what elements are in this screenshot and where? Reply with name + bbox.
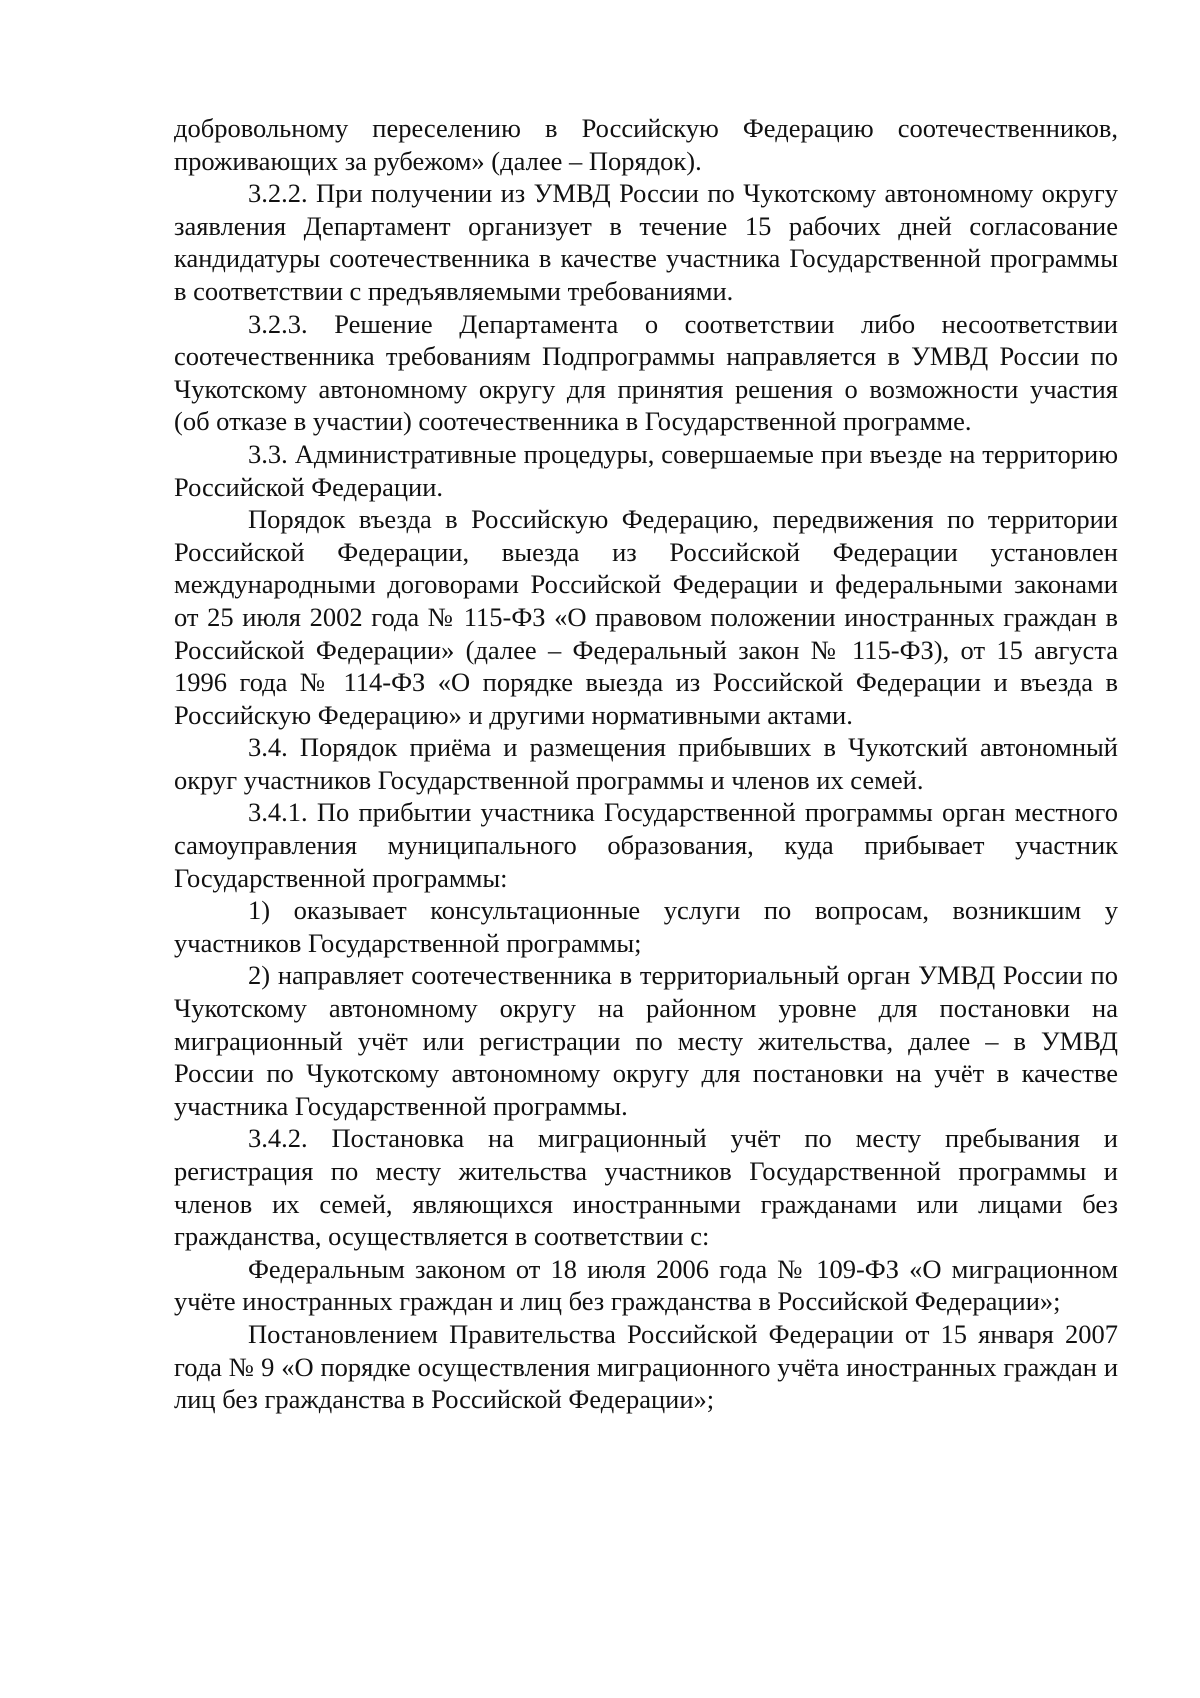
list-item-1: 1) оказывает консультационные услуги по вопросам, возникшим у участников Государственной программы; xyxy=(174,895,1118,958)
paragraph-3-4: 3.4. Порядок приёма и размещения прибывших в Чукотский автономный округ участников Государственной программы и членов их семей. xyxy=(174,732,1118,795)
paragraph-intro-continuation: добровольному переселению в Российскую Федерацию соотечественников, проживающих за рубежом» (далее – Порядок). xyxy=(174,113,1118,176)
document-page xyxy=(174,112,1118,1416)
paragraph-3-4-1: 3.4.1. По прибытии участника Государственной программы орган местного самоуправления муниципального образования, куда прибывает участник Государственной программы: xyxy=(174,797,1118,893)
paragraph-federal-law-109: Федеральным законом от 18 июля 2006 года № 109-ФЗ «О миграционном учёте иностранных граждан и лиц без гражданства в Российской Федерации»; xyxy=(174,1253,1118,1317)
paragraph-3-2-2: 3.2.2. При получении из УМВД России по Чукотскому автономному округу заявления Департамент организует в течение 15 рабочих дней согласование кандидатуры соотечественника в качестве участника Государственной программы в соответствии с предъявляемыми требованиями. xyxy=(174,178,1118,306)
paragraph-3-2-3: 3.2.3. Решение Департамента о соответствии либо несоответствии соотечественника требованиям Подпрограммы направляется в УМВД России по Чукотскому автономному округу для принятия решения о возможности участия (об отказе в участии) соотечественника в Государственной программе. xyxy=(174,308,1118,437)
list-item-2: 2) направляет соотечественника в территориальный орган УМВД России по Чукотскому автономному округу на районном уровне для постановки на миграционный учёт или регистрации по месту жительства, далее – в УМВД России по Чукотскому автономному округу для постановки на учёт в качестве участника Государственной программы. xyxy=(174,960,1118,1121)
paragraph-3-3: 3.3. Административные процедуры, совершаемые при въезде на территорию Российской Федерации. xyxy=(174,438,1118,502)
paragraph-entry-procedure: Порядок въезда в Российскую Федерацию, передвижения по территории Российской Федерации, выезда из Российской Федерации установлен международными договорами Российской Федерации и федеральными законами от 25 июля 2002 года № 115-ФЗ «О правовом положении иностранных граждан в Российской Федерации» (далее – Федеральный закон № 115-ФЗ), от 15 августа 1996 года № 114-ФЗ «О порядке выезда из Российской Федерации и въезда в Российскую Федерацию» и другими нормативными актами. xyxy=(174,504,1118,730)
paragraph-3-4-2: 3.4.2. Постановка на миграционный учёт по месту пребывания и регистрация по месту жительства участников Государственной программы и членов их семей, являющихся иностранными гражданами или лицами без гражданства, осуществляется в соответствии с: xyxy=(174,1123,1118,1252)
paragraph-government-resolution-9: Постановлением Правительства Российской Федерации от 15 января 2007 года № 9 «О порядке осуществления миграционного учёта иностранных граждан и лиц без гражданства в Российской Федерации»; xyxy=(174,1318,1118,1415)
